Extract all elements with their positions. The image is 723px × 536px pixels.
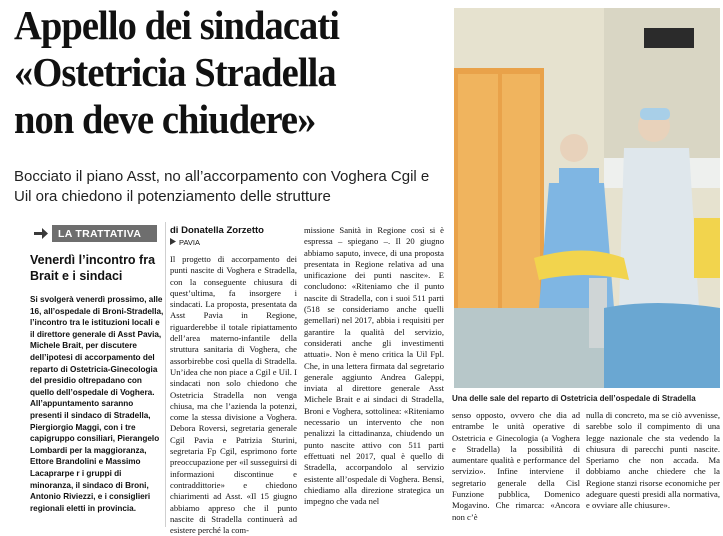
sidebar-body: Si svolgerà venerdì prossimo, alle 16, all’ospedale di Broni-Stradella, l’incontro tra le istituzioni locali e il direttore generale di Asst Pavia, Michele Brait, per discutere dell’ipotesi di accorpamento del reparto di Ostetricia-Ginecologia del presidio oltrepadano con quello dell’ospedale di Voghera. All’appuntamento saranno presenti il sindaco di Stradella, Piergiorgio Maggi, con i tre capigruppo consiliari, Pierangelo Lombardi per la maggioranza, Ettore Brandolini e Massimo Lacaprarpe r i gruppi di minoranza, il sindaco di Broni, Antonio Riviezzi, e i consiglieri regionali eletti in provincia. — [30, 295, 164, 513]
subheadline: Bocciato il piano Asst, no all’accorpamento con Voghera Cgil e Uil ora chiedono il potenziamento delle strutture — [14, 168, 430, 205]
byline-location-row — [170, 237, 300, 248]
headline — [14, 2, 418, 143]
article-column-1: Il progetto di accorpamento dei punti nascite di Voghera e Stradella, con la conseguente chiusura di quest’ultima, fa insorgere i sindacati. La proposta, presentata da Asst Pavia in Regione, riguarderebbe il totale ripiattamento dell’area materno-infantile della struttura sanitaria di Voghera, che assorbirebbe così quella di Stradella. Un’idea che non piace a Cgil e Uil. I sindacati non solo chiedono che Ostetricia Stradella non venga chiusa, ma che l’azienda la potenzi, come la stessa divisione a Voghera. Debora Roversi, segretaria generale Cgil Pavia e Patrizia Sturini, segretaria Fp Cgil, esprimono forte preoccupazione per «il susseguirsi di informazioni discontinue e contraddittorie» e chiedono chiarimenti ad Asst. «Il 15 giugno abbiamo appreso che il punto nascite di Stradella continuerà ad esistere perché la com- — [170, 254, 297, 536]
article-column-3: senso opposto, ovvero che dia ad entrambe le unità operative di Ostetricia e Ginecologia (a Voghera e Stradella) la possibilità di aumentare qualità e performance del servizio». Infine interviene il segretario generale della Cisl Funzione pubblica, Domenico Mogavino. Che rimarca: «Ancora non c’è — [452, 410, 580, 522]
byline-location: PAVIA — [179, 238, 200, 247]
headline-line-3: non deve chiudere» — [14, 96, 316, 142]
byline — [170, 225, 300, 248]
sidebar-title: Venerdì l’incontro fra Brait e i sindaci — [30, 253, 156, 283]
sidebar-tag — [30, 225, 157, 242]
delivery-room-photo — [454, 8, 720, 388]
article-column-4: nulla di concreto, ma se ciò avvenisse, sarebbe solo il compimento di una legge nazionale che sta vedendo la chiusura di parecchi punti nascite. Speriamo che non accada. Ma dobbiamo anche chiedere che la Regione stanzi risorse economiche per adeguare questi presidi alla normativa, e ovviare alle chiusure». — [586, 410, 720, 511]
byline-author: di Donatella Zorzetto — [170, 225, 264, 236]
photo-caption: Una delle sale del reparto di Ostetricia dell’ospedale di Stradella — [452, 394, 696, 403]
headline-line-1: Appello dei sindacati — [14, 2, 340, 48]
article-column-2: missione Sanità in Regione così si è espressa – spiegano –. Il 20 giugno abbiamo saputo, invece, di una proposta presentata in Regione relativa ad una unificazione dei punti nascite». E concludono: «Riteniamo che il punto nascite di Stradella, con i suoi 511 parti (518 se consideriamo anche quelli gemellari) nel 2017, abbia i requisiti per garantire la qualità del servizio, considerati anche gli investimenti attuati». Non è meno critica la Uil Fpl. Che, in una lettera firmata dal segretario generale aggiunto Andrea Galeppi, inviata al direttore generale Asst Michele Brait e ai sindaci di Stradella, Broni e Voghera, sottolinea: «Riteniamo necessario un intervento che non penalizzi la cittadinanza, chiudendo un punto nascite attivo con 511 parti effettuati nel 2017, qual è quello di Stradella, accorpandolo al servizio esistente all’ospedale di Voghera. Bensì, chiediamo alla direzione strategica un impegno che vada nel — [304, 225, 444, 507]
column-divider — [165, 222, 166, 527]
headline-line-2: «Ostetricia Stradella — [14, 49, 336, 95]
article-photo — [454, 8, 720, 388]
sidebar-tag-label: LA TRATTATIVA — [58, 227, 142, 240]
arrow-right-icon — [30, 225, 52, 242]
location-marker-icon — [170, 237, 176, 248]
